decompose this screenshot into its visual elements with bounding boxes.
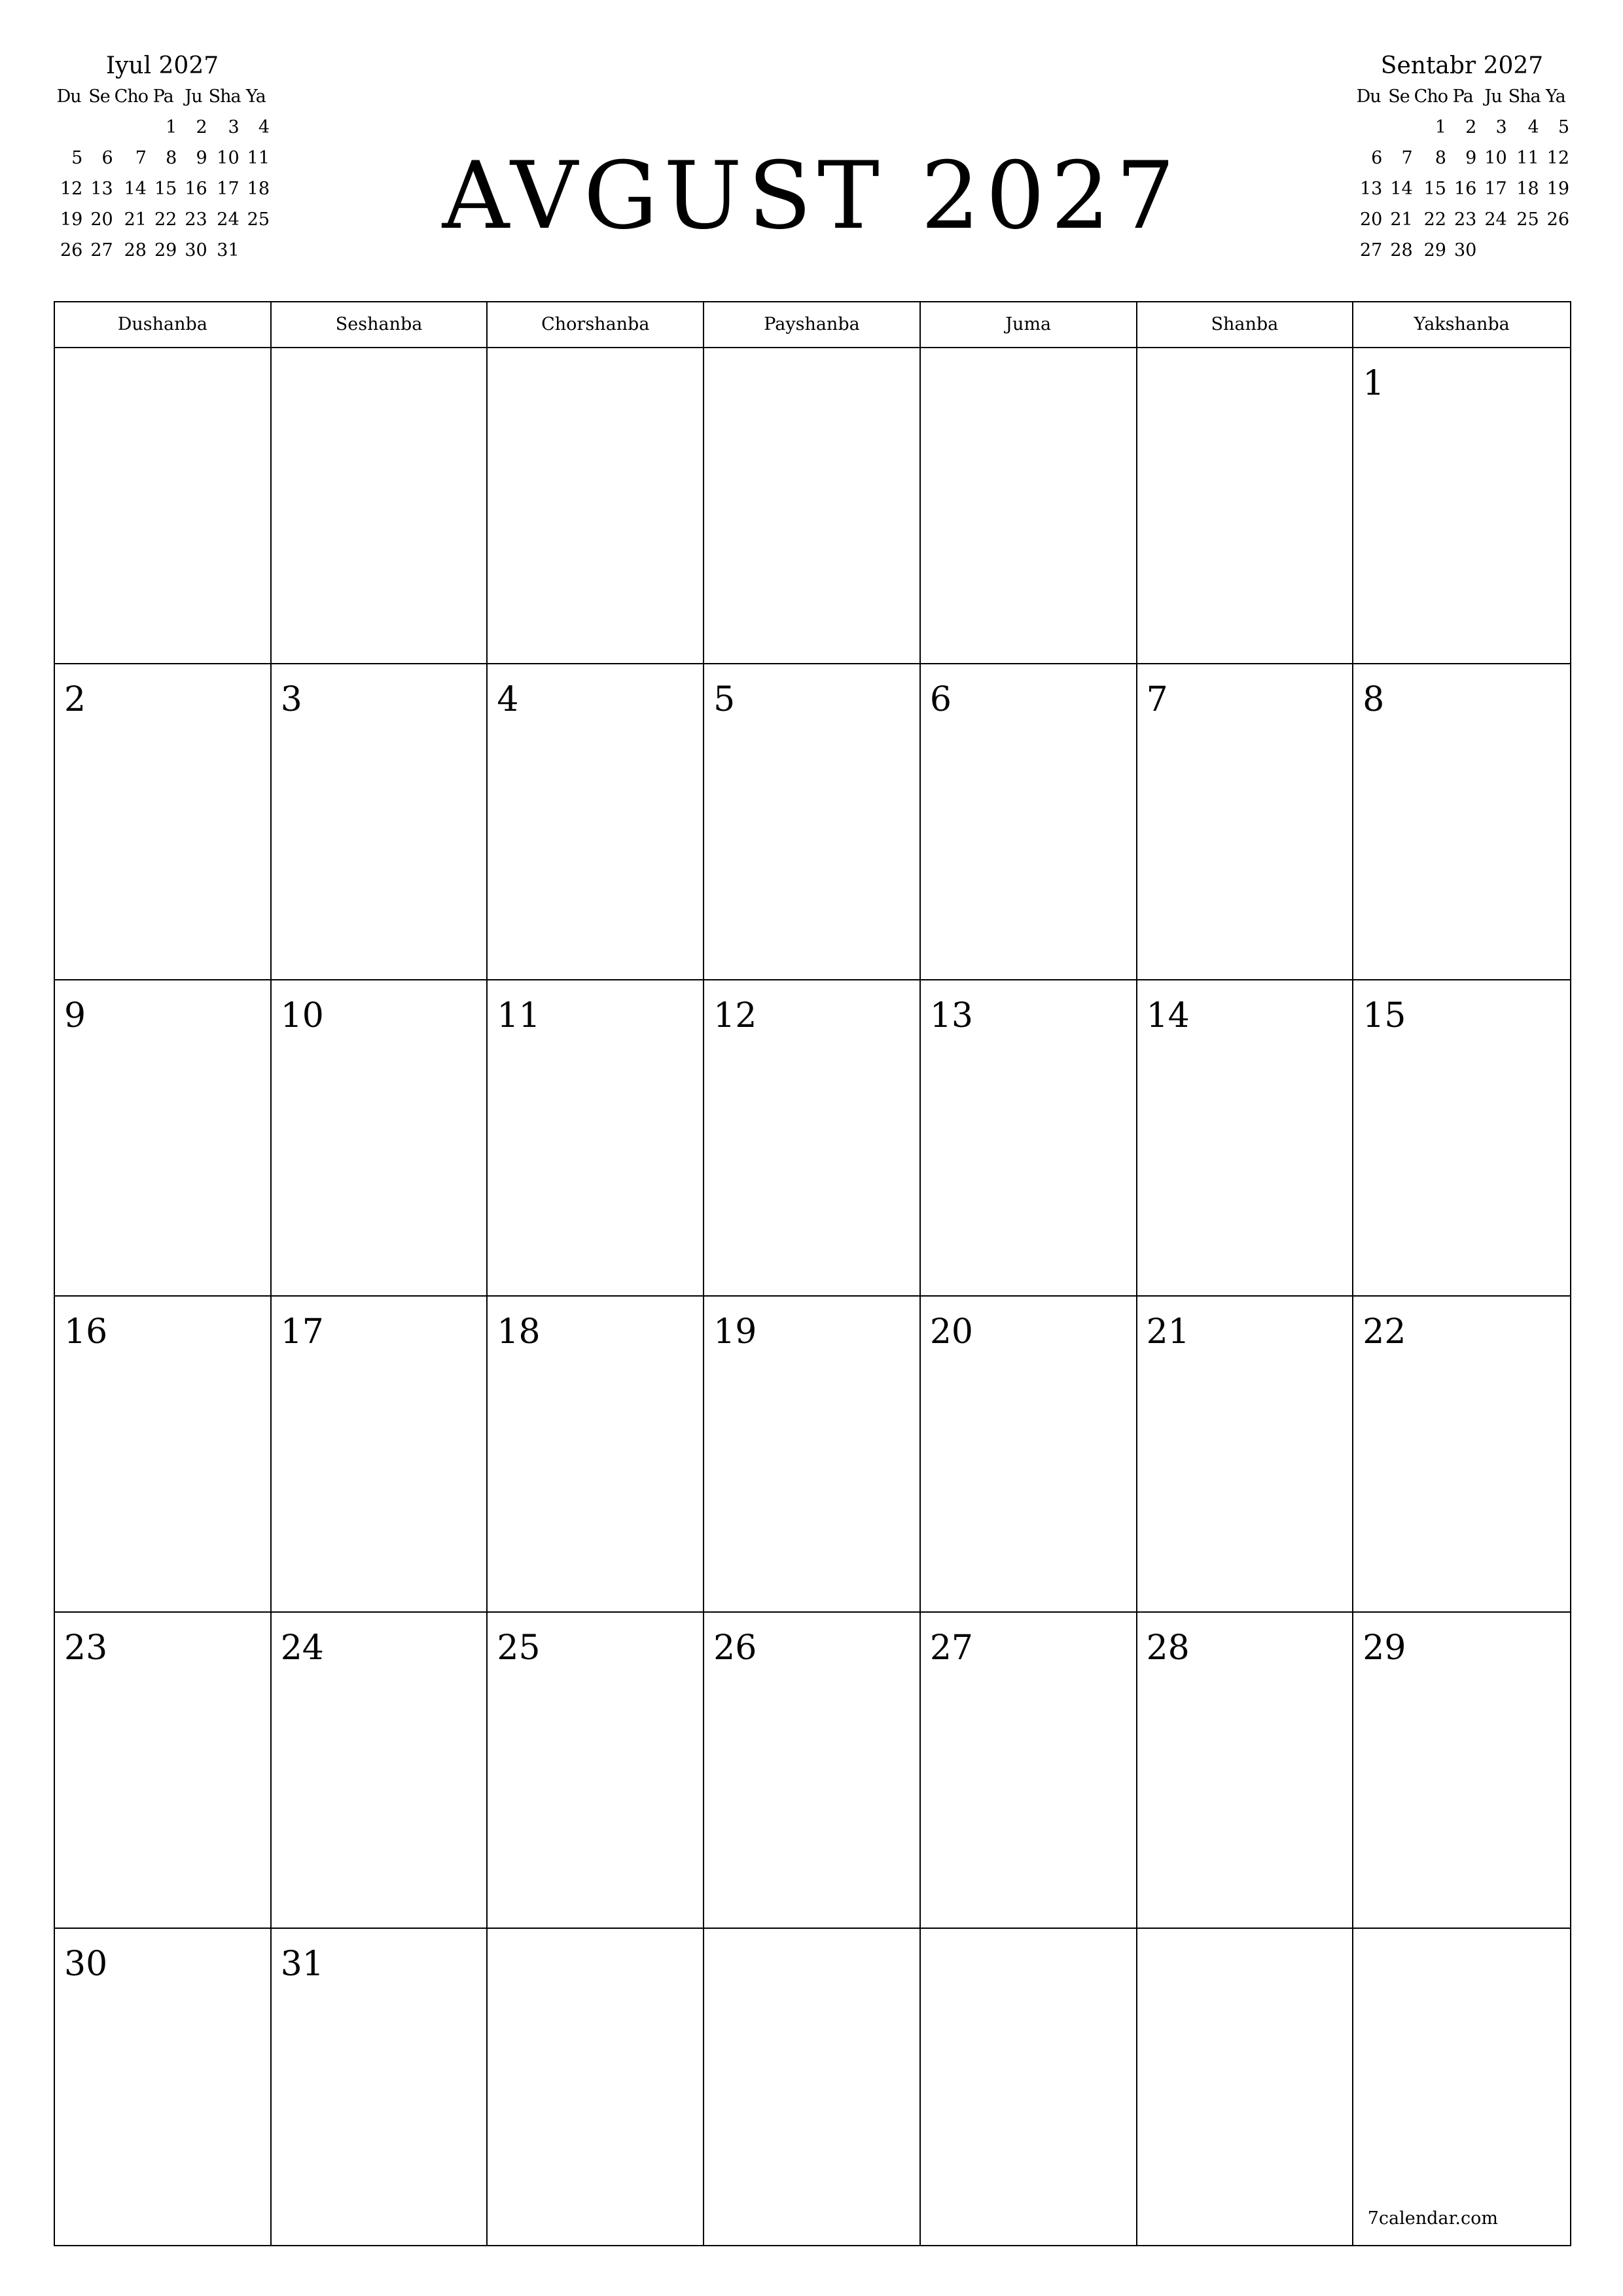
mini-calendar-title: Iyul 2027: [105, 52, 219, 79]
mini-day: 3: [1495, 117, 1507, 137]
day-cell: [921, 1297, 1137, 1611]
day-number: 17: [280, 1312, 324, 1352]
mini-weekday: Pa: [152, 86, 173, 107]
day-cell: [1137, 1297, 1354, 1611]
mini-day: 6: [1371, 148, 1383, 168]
day-number: 6: [929, 680, 952, 719]
day-cell: [704, 1297, 921, 1611]
day-number: 23: [64, 1628, 108, 1668]
mini-day: 16: [185, 179, 207, 199]
mini-day: 22: [154, 209, 177, 230]
day-cell: [272, 1613, 488, 1928]
day-number: 21: [1146, 1312, 1190, 1352]
weekday-header: Shanba: [1137, 302, 1354, 347]
day-cell: [921, 348, 1137, 663]
day-number: 10: [280, 996, 324, 1035]
mini-weekday: Pa: [1452, 86, 1473, 107]
site-credit: 7calendar.com: [1367, 2208, 1498, 2229]
day-cell: [488, 980, 704, 1295]
day-cell: [1353, 1297, 1570, 1611]
day-number: 31: [280, 1945, 324, 1984]
day-number: 27: [929, 1628, 974, 1668]
mini-weekday: Cho: [1414, 86, 1448, 107]
day-cell: [1137, 348, 1354, 663]
mini-day: 12: [60, 179, 83, 199]
day-number: 11: [497, 996, 541, 1035]
weekday-header: Yakshanba: [1414, 314, 1510, 334]
day-number: 30: [64, 1945, 108, 1984]
day-number: 28: [1146, 1628, 1190, 1668]
day-cell: [1353, 664, 1570, 979]
day-cell: [921, 1613, 1137, 1928]
week-row: [55, 1613, 1570, 1929]
day-cell: [272, 980, 488, 1295]
day-number: 20: [929, 1312, 974, 1352]
day-cell: [488, 1613, 704, 1928]
day-number: 3: [280, 680, 302, 719]
mini-weekday: Du: [56, 86, 81, 107]
mini-day: 1: [166, 117, 177, 137]
mini-day: 4: [1527, 117, 1539, 137]
day-cell: [1137, 1929, 1354, 2245]
mini-day: 18: [247, 179, 270, 199]
day-number: 14: [1146, 996, 1190, 1035]
mini-day: 14: [124, 179, 147, 199]
day-cell: [55, 664, 272, 979]
mini-day: 11: [1516, 148, 1539, 168]
day-cell: [272, 348, 488, 663]
mini-day: 19: [1546, 179, 1569, 199]
mini-day: 26: [60, 240, 83, 260]
mini-day: 24: [217, 209, 240, 230]
mini-day: 2: [196, 117, 207, 137]
mini-day: 6: [101, 148, 113, 168]
mini-day: 18: [1516, 179, 1539, 199]
mini-day: 29: [154, 240, 177, 260]
day-cell: [1353, 980, 1570, 1295]
mini-day: [84, 112, 114, 143]
day-number: 8: [1363, 680, 1385, 719]
week-row: [55, 980, 1570, 1297]
mini-weekday: Sha: [1508, 86, 1541, 107]
mini-day: 20: [1359, 209, 1383, 230]
day-number: 12: [713, 996, 757, 1035]
mini-day: 5: [71, 148, 83, 168]
week-row: [55, 1297, 1570, 1613]
day-number: 13: [929, 996, 974, 1035]
mini-day: 30: [185, 240, 207, 260]
day-cell: [272, 664, 488, 979]
mini-day: 26: [1546, 209, 1569, 230]
day-cell: [921, 1929, 1137, 2245]
day-number: 1: [1363, 364, 1385, 403]
weekday-header: Dushanba: [55, 302, 272, 347]
day-cell: [921, 664, 1137, 979]
mini-day: 12: [1546, 148, 1569, 168]
mini-day: 30: [1454, 240, 1477, 260]
day-cell: [488, 1297, 704, 1611]
week-row: [55, 664, 1570, 980]
mini-day: 8: [166, 148, 177, 168]
day-cell: [704, 348, 921, 663]
day-cell: [704, 1613, 921, 1928]
mini-day: 20: [90, 209, 113, 230]
day-cell: [55, 348, 272, 663]
mini-day: 5: [1558, 117, 1569, 137]
mini-day: 2: [1465, 117, 1477, 137]
day-number: 24: [280, 1628, 324, 1668]
mini-day: [115, 112, 148, 143]
week-row: [55, 1929, 1570, 2245]
day-cell: [55, 980, 272, 1295]
day-number: 18: [497, 1312, 541, 1352]
day-cell: [272, 1297, 488, 1611]
day-cell: [704, 664, 921, 979]
mini-day: [1383, 112, 1414, 143]
day-cell: [55, 1613, 272, 1928]
mini-day: 28: [124, 240, 147, 260]
day-number: 7: [1146, 680, 1168, 719]
day-number: 19: [713, 1312, 757, 1352]
mini-calendar-title: Sentabr 2027: [1380, 52, 1544, 79]
mini-day: 10: [217, 148, 240, 168]
mini-day: 27: [90, 240, 113, 260]
mini-day: 24: [1484, 209, 1507, 230]
mini-day: 15: [154, 179, 177, 199]
mini-day: 21: [124, 209, 147, 230]
mini-day: 25: [1516, 209, 1539, 230]
mini-day: 22: [1423, 209, 1446, 230]
mini-day: 4: [258, 117, 270, 137]
mini-weekday: Ju: [185, 86, 202, 107]
mini-weekday: Ju: [1484, 86, 1502, 107]
day-number: 15: [1363, 996, 1406, 1035]
mini-day: 8: [1435, 148, 1446, 168]
mini-day: 17: [217, 179, 240, 199]
day-number: 22: [1363, 1312, 1406, 1352]
day-cell: [55, 1929, 272, 2245]
day-cell: [488, 348, 704, 663]
day-number: 2: [64, 680, 86, 719]
mini-day: 15: [1423, 179, 1446, 199]
day-cell: [704, 980, 921, 1295]
weekday-header: Chorshanba: [488, 302, 704, 347]
day-cell: [1137, 664, 1354, 979]
mini-weekday: Du: [1356, 86, 1381, 107]
day-cell: [704, 1929, 921, 2245]
mini-day: [54, 112, 84, 143]
day-cell: [1353, 348, 1570, 663]
mini-weekday: Ya: [245, 86, 266, 107]
mini-day: 9: [1465, 148, 1477, 168]
month-grid: [54, 301, 1571, 2246]
day-number: 16: [64, 1312, 108, 1352]
mini-day: 31: [217, 240, 240, 260]
weekday-header-row: [55, 302, 1570, 348]
mini-day: 11: [247, 148, 270, 168]
weekday-header: Seshanba: [272, 302, 488, 347]
week-row: [55, 348, 1570, 664]
mini-day: 1: [1435, 117, 1446, 137]
day-number: 9: [64, 996, 86, 1035]
day-number: 4: [497, 680, 519, 719]
mini-day: 16: [1454, 179, 1477, 199]
mini-day: [1353, 112, 1383, 143]
day-number: 25: [497, 1628, 541, 1668]
mini-day: 13: [1359, 179, 1383, 199]
weekday-header: Juma: [921, 302, 1137, 347]
day-cell: [488, 1929, 704, 2245]
mini-day: 29: [1423, 240, 1446, 260]
day-cell: [1137, 1613, 1354, 1928]
mini-day: 7: [135, 148, 147, 168]
day-cell: [55, 1297, 272, 1611]
mini-day: 17: [1484, 179, 1507, 199]
day-cell: [1353, 1613, 1570, 1928]
mini-day: 7: [1401, 148, 1413, 168]
day-cell: [1137, 980, 1354, 1295]
day-cell: [488, 664, 704, 979]
mini-day: 3: [228, 117, 240, 137]
day-number: 5: [713, 680, 736, 719]
mini-day: 9: [196, 148, 207, 168]
mini-weekday: Se: [88, 86, 110, 107]
weekday-header: Payshanba: [704, 302, 921, 347]
mini-weekday: Se: [1388, 86, 1410, 107]
mini-day: 13: [90, 179, 113, 199]
mini-weekday: Ya: [1545, 86, 1565, 107]
day-cell: [1353, 1929, 1570, 2245]
day-cell: [921, 980, 1137, 1295]
mini-day: 14: [1390, 179, 1413, 199]
day-cell: [272, 1929, 488, 2245]
mini-day: 10: [1484, 148, 1507, 168]
mini-day: 23: [1454, 209, 1477, 230]
mini-day: 27: [1359, 240, 1383, 260]
day-number: 26: [713, 1628, 757, 1668]
mini-weekday: Sha: [208, 86, 241, 107]
mini-day: 25: [247, 209, 270, 230]
mini-weekday: Cho: [114, 86, 148, 107]
mini-day: 21: [1390, 209, 1413, 230]
day-number: 29: [1363, 1628, 1406, 1668]
mini-day: 28: [1390, 240, 1413, 260]
mini-day: 23: [185, 209, 207, 230]
mini-day: 19: [60, 209, 83, 230]
page-title: AVGUST 2027: [442, 142, 1181, 250]
